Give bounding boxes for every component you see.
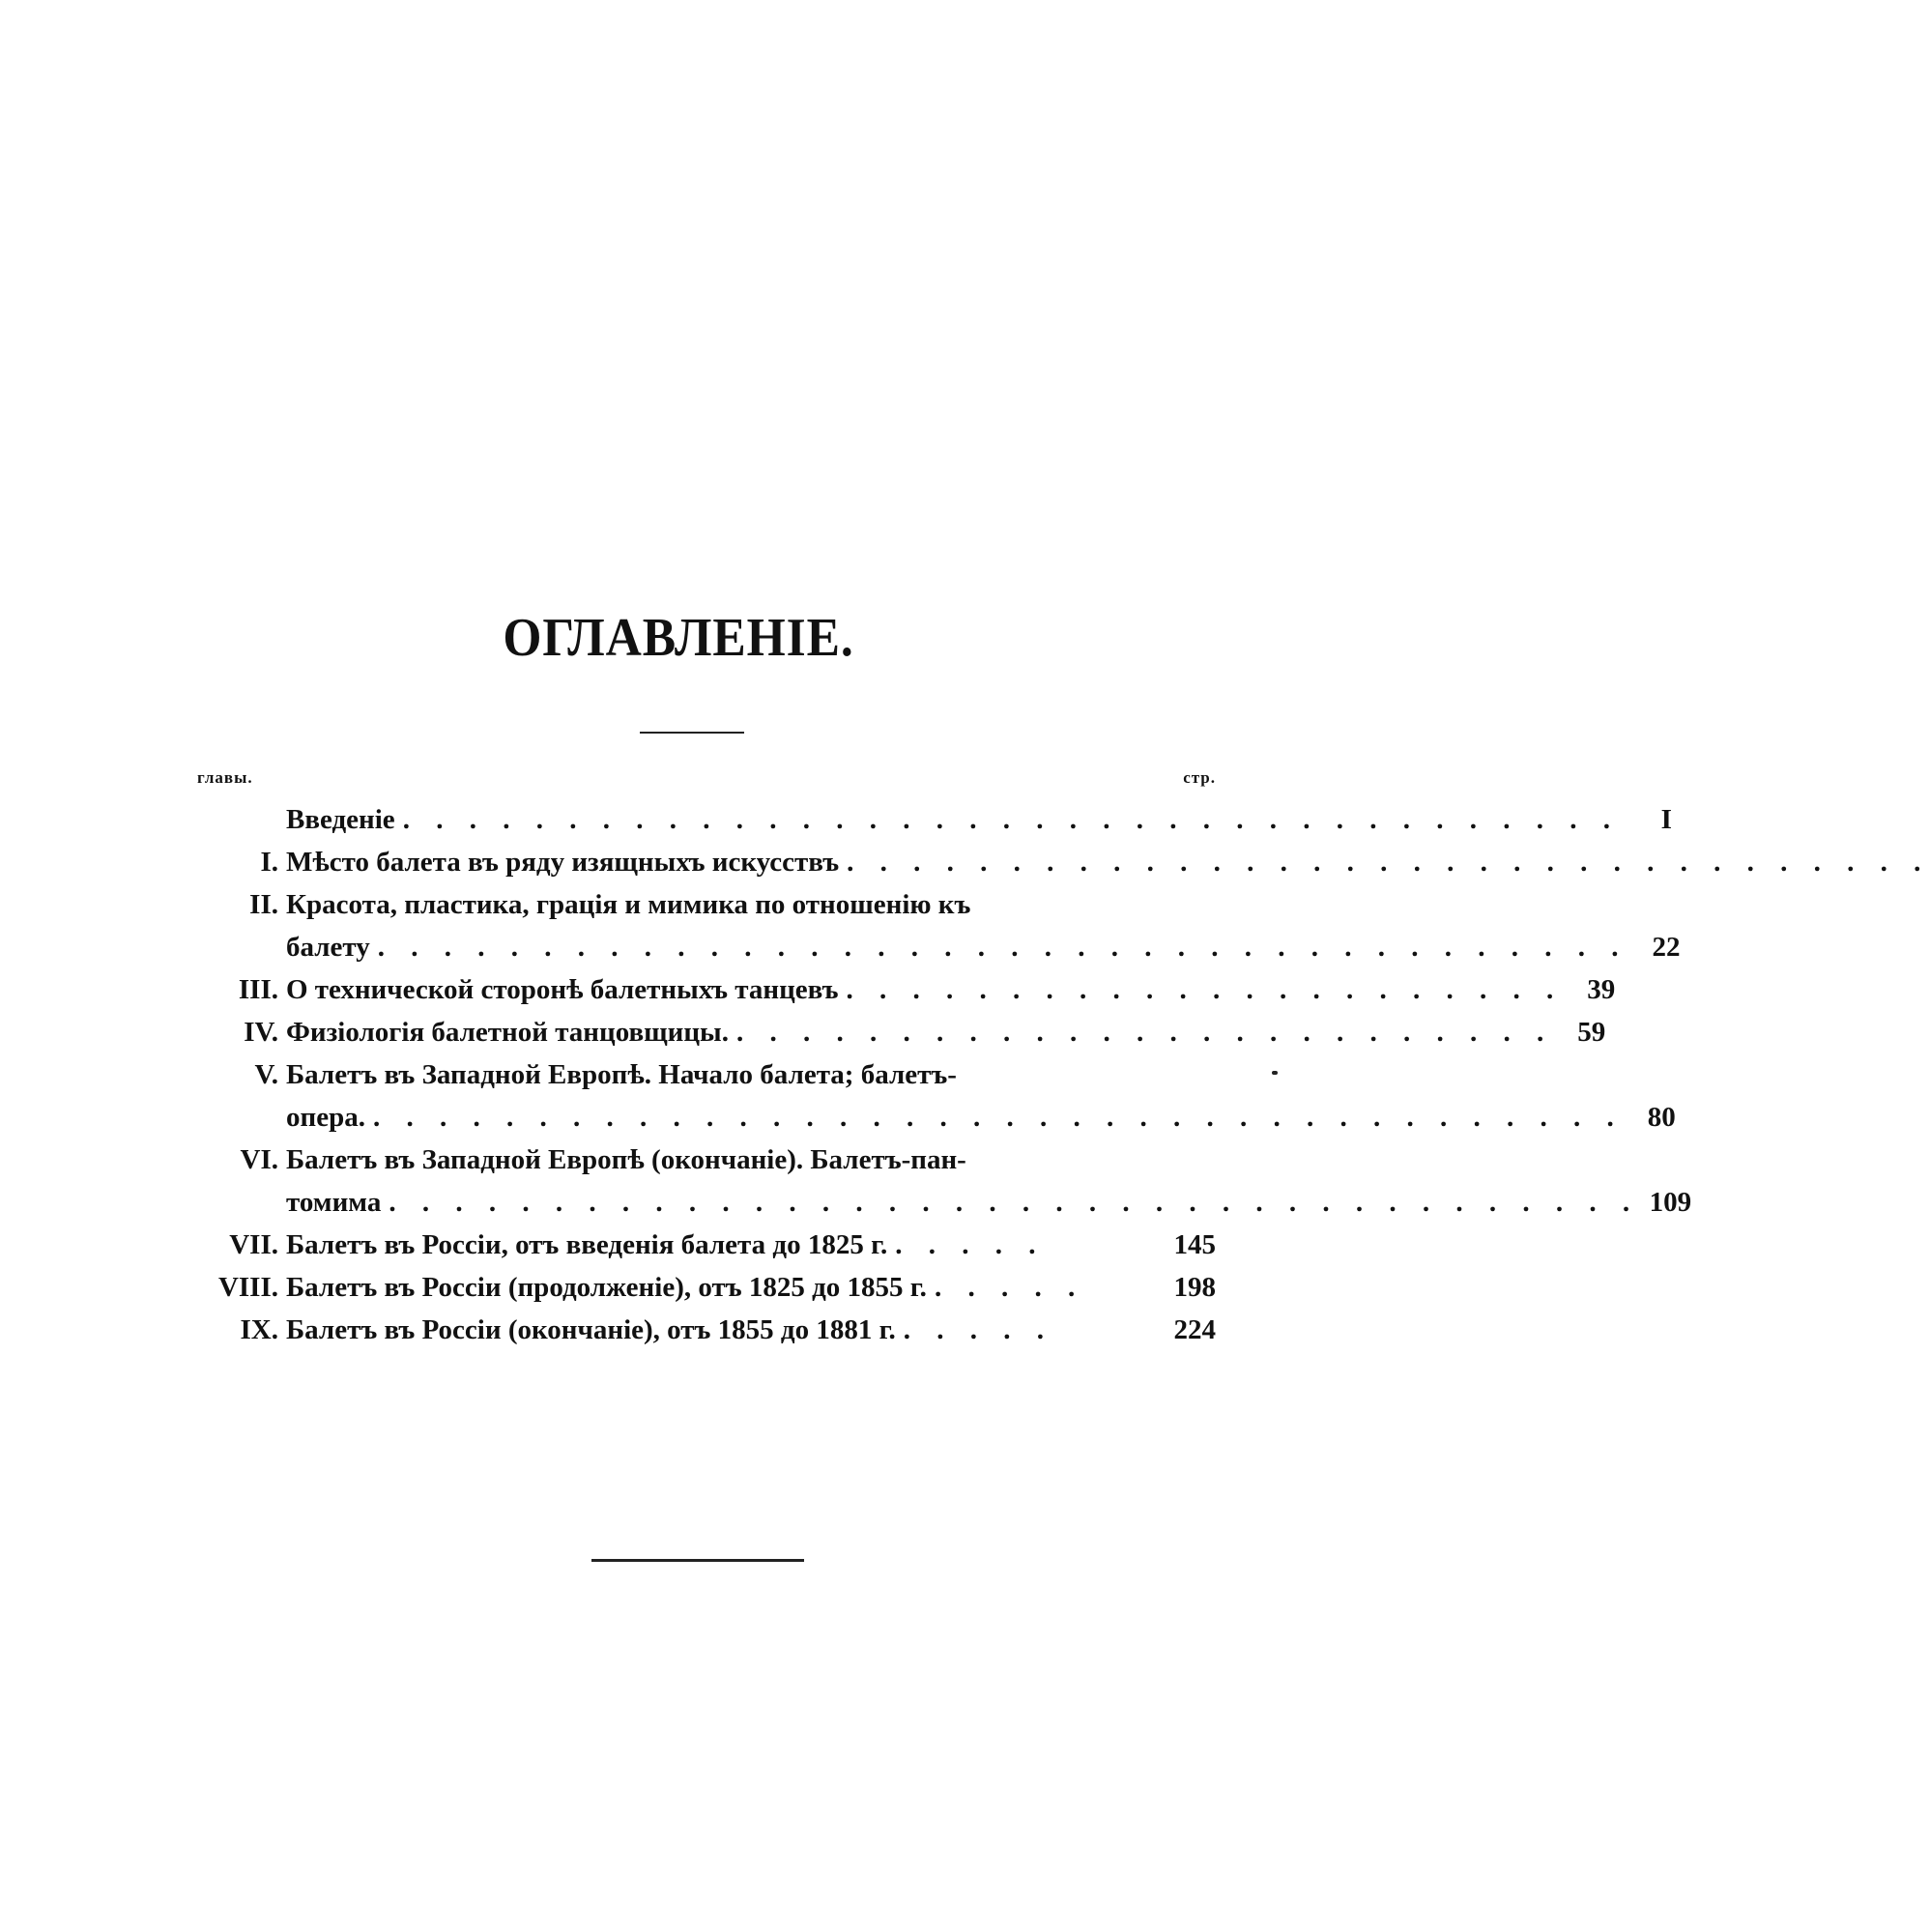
chapter-number: V. <box>254 1059 278 1090</box>
chapter-title: О технической сторонѣ балетныхъ танцевъ <box>286 974 839 1005</box>
chapter-title: Балетъ въ Россіи (продолженіе), отъ 1825 до 1855 г. <box>286 1272 927 1303</box>
dot-leader: . . . . . <box>895 1229 1046 1260</box>
title-divider <box>640 732 744 734</box>
dot-leader: . . . . . . . . . . . . . . . . . . . . . . . . . . . . . . . . . . . . . . <box>377 932 1628 963</box>
toc-entry-chapter-4 <box>193 1011 1606 1053</box>
chapter-title: Введеніе <box>286 804 395 835</box>
chapter-number: IV. <box>244 1017 278 1048</box>
toc-entry-chapter-6 <box>193 1139 1216 1181</box>
page-number: 39 <box>1587 974 1616 1005</box>
chapter-title-continued: томима <box>286 1187 382 1218</box>
page-number: 59 <box>1577 1017 1606 1048</box>
chapter-title: Балетъ въ Россіи (окончаніе), отъ 1855 до 1881 г. <box>286 1314 896 1345</box>
toc-entry-chapter-2-continued <box>193 926 1681 968</box>
dot-leader: . . . . . . . . . . . . . . . . . . . . . . . . . . . . . . . . . . . . . . <box>372 1102 1624 1133</box>
page-number: 224 <box>1173 1314 1216 1345</box>
page-number: 109 <box>1649 1187 1692 1218</box>
dot-leader: . . . . . . . . . . . . . . . . . . . . . . . . . . . . . . . . . . . . . . <box>389 1187 1640 1218</box>
page-number: 80 <box>1647 1102 1676 1133</box>
toc-entry-chapter-7 <box>193 1224 1216 1266</box>
toc-entry-chapter-1 <box>193 841 1930 883</box>
chapter-title: Физіологія балетной танцовщицы. <box>286 1017 729 1048</box>
dot-leader: . . . . . . . . . . . . . . . . . . . . . . . . . . . . . . . . . . . . . <box>402 804 1620 835</box>
chapter-title: Балетъ въ Россіи, отъ введенія балета до 1825 г. <box>286 1229 888 1260</box>
chapter-number: IX. <box>240 1314 278 1345</box>
dot-leader: . . . . . <box>934 1272 1085 1303</box>
page-number: 145 <box>1173 1229 1216 1260</box>
table-of-contents <box>193 798 1930 1351</box>
toc-entry-chapter-9 <box>193 1309 1216 1351</box>
chapter-number: III. <box>238 974 278 1005</box>
toc-entry-chapter-6-continued <box>193 1181 1692 1224</box>
chapter-number: VIII. <box>217 1272 278 1303</box>
toc-entry-chapter-2 <box>193 883 1216 926</box>
chapter-number: VII. <box>229 1229 278 1260</box>
chapters-column-header: главы. <box>197 768 253 787</box>
toc-entry-chapter-8 <box>193 1266 1216 1309</box>
chapter-title-continued: балету <box>286 932 370 963</box>
page-number: 22 <box>1652 932 1681 963</box>
dot-leader: . . . . . . . . . . . . . . . . . . . . . . . . . <box>735 1017 1554 1048</box>
chapter-title: Мѣсто балета въ ряду изящныхъ искусствъ <box>286 847 840 878</box>
toc-entry-introduction <box>193 798 1672 841</box>
toc-entry-chapter-3 <box>193 968 1616 1011</box>
page-title: ОГЛАВЛЕНІЕ. <box>503 608 854 668</box>
bottom-divider <box>591 1559 804 1562</box>
ink-speck <box>1272 1071 1278 1075</box>
dot-leader: . . . . . . . . . . . . . . . . . . . . . . . . . . . . . . . . . <box>847 847 1930 878</box>
dot-leader: . . . . . . . . . . . . . . . . . . . . . . <box>846 974 1564 1005</box>
toc-entry-chapter-5-continued <box>193 1096 1676 1139</box>
chapter-number: I. <box>260 847 278 878</box>
chapter-title: Балетъ въ Западной Европѣ. Начало балета; балетъ- <box>286 1059 957 1090</box>
chapter-number: II. <box>249 889 278 920</box>
dot-leader: . . . . . <box>903 1314 1053 1345</box>
chapter-title: Красота, пластика, грація и мимика по отношенію къ <box>286 889 971 920</box>
toc-entry-chapter-5 <box>193 1053 1216 1096</box>
chapter-title-continued: опера. <box>286 1102 365 1133</box>
page-number: 198 <box>1173 1272 1216 1303</box>
page-number: I <box>1660 804 1672 835</box>
pages-column-header: стр. <box>1183 768 1216 787</box>
chapter-title: Балетъ въ Западной Европѣ (окончаніе). Балетъ-пан- <box>286 1144 966 1175</box>
chapter-number: VI. <box>240 1144 278 1175</box>
